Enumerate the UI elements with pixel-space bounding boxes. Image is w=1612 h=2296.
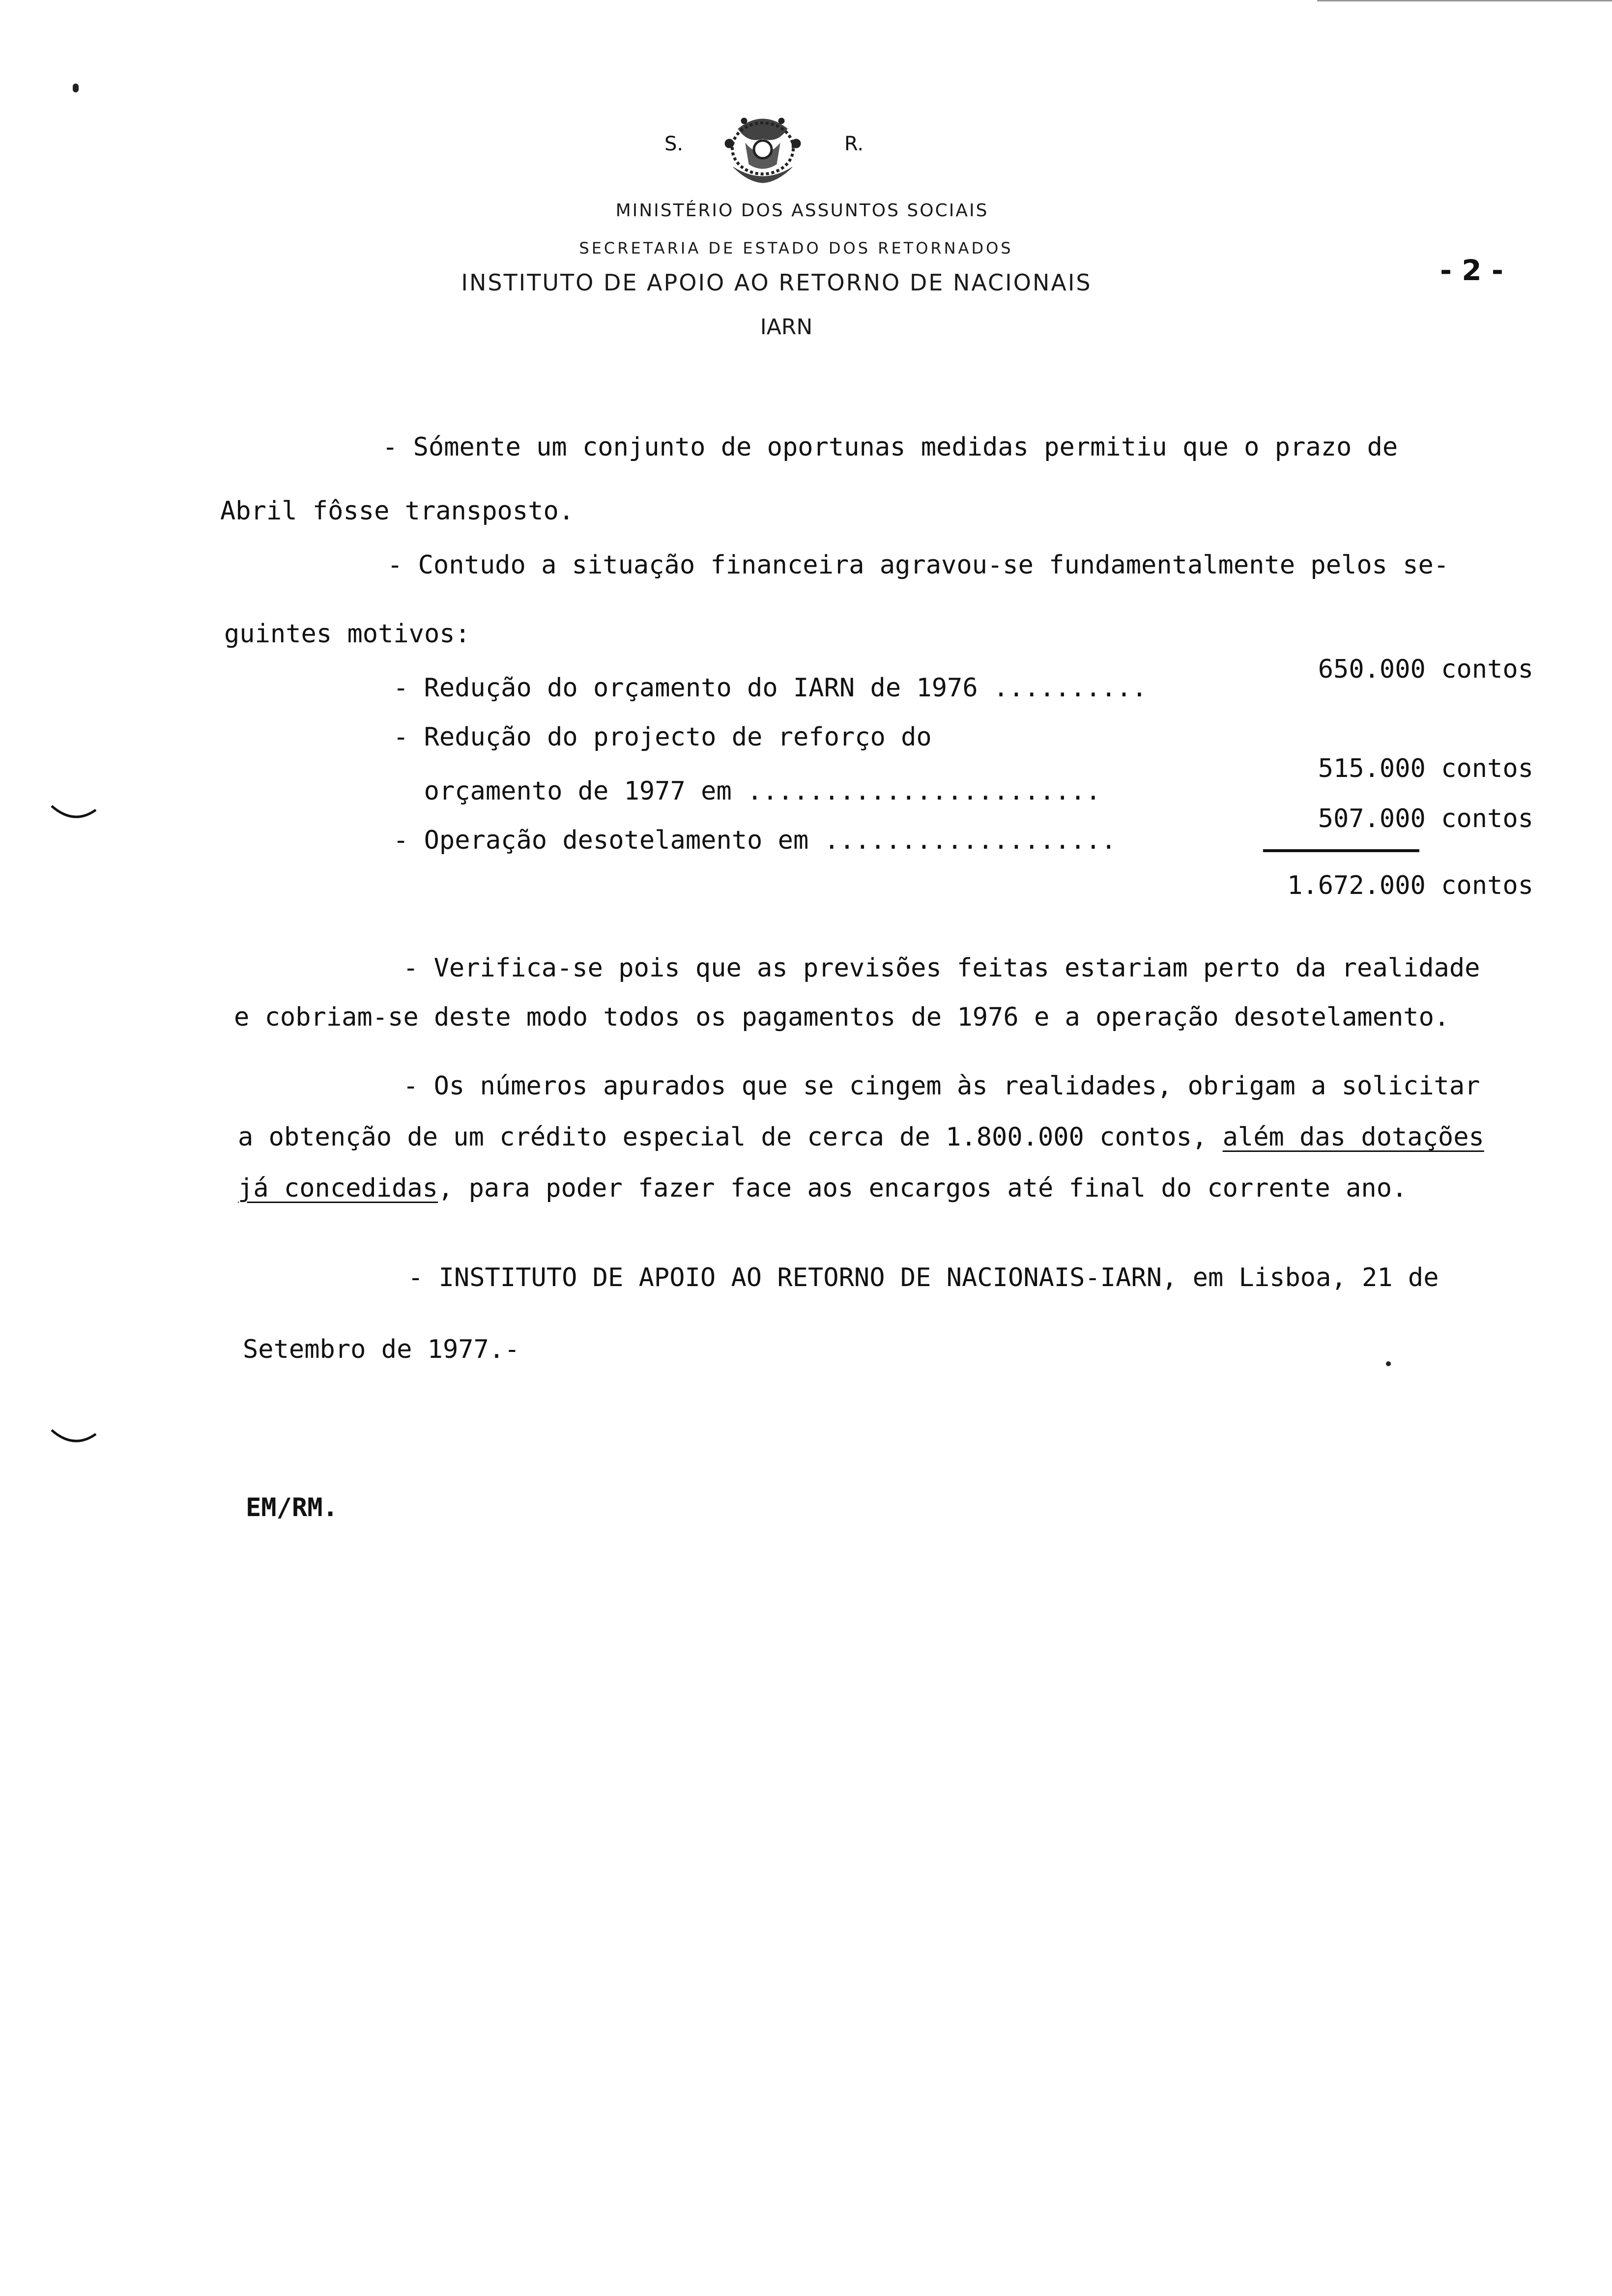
paragraph-1-line-2: Abril fôsse transposto. <box>220 496 575 526</box>
secretaria-name: SECRETARIA DE ESTADO DOS RETORNADOS <box>579 239 1013 258</box>
paragraph-4-line-2 <box>238 1122 1484 1152</box>
motive-amount: 650.000 contos <box>1318 655 1533 684</box>
paragraph-3-line-1: - Verifica-se pois que as previsões feitas estariam perto da realidade <box>403 953 1480 983</box>
ministry-name: MINISTÉRIO DOS ASSUNTOS SOCIAIS <box>615 201 989 221</box>
paragraph-4-line-3-text: , para poder fazer face aos encargos até final do corrente ano. <box>438 1174 1408 1203</box>
letterhead-right-initial: R. <box>844 133 864 155</box>
closing-line-2: Setembro de 1977.- <box>243 1335 520 1364</box>
motive-row: - Redução do orçamento do IARN de 1976 .......... <box>393 673 1148 703</box>
motive-row: - Redução do projecto de reforço do <box>393 722 932 752</box>
paragraph-4-line-2-text: a obtenção de um crédito especial de cerca de 1.800.000 contos, <box>238 1122 1223 1152</box>
paragraph-2-line-2: guintes motivos: <box>224 619 470 649</box>
punch-hole-mark <box>49 801 98 826</box>
motive-amount: 515.000 contos <box>1318 754 1533 783</box>
instituto-acronym: IARN <box>760 315 813 340</box>
typist-initials: EM/RM. <box>246 1493 338 1522</box>
paragraph-3-line-2: e cobriam-se deste modo todos os pagamentos de 1976 e a operação desotelamento. <box>234 1003 1450 1032</box>
total-amount: 1.672.000 contos <box>1287 871 1533 900</box>
total-rule <box>1263 849 1419 852</box>
paragraph-4-line-1: - Os números apurados que se cingem às realidades, obrigam a solicitar <box>403 1071 1480 1101</box>
coat-of-arms-emblem <box>719 109 807 188</box>
closing-line-1: - INSTITUTO DE APOIO AO RETORNO DE NACIONAIS-IARN, em Lisboa, 21 de <box>408 1263 1439 1292</box>
instituto-name: INSTITUTO DE APOIO AO RETORNO DE NACIONAIS <box>461 269 1092 296</box>
underlined-phrase: já concedidas <box>238 1174 438 1203</box>
paragraph-4-line-3 <box>238 1174 1407 1203</box>
letterhead-left-initial: S. <box>664 133 684 155</box>
motive-row: orçamento de 1977 em ....................... <box>393 776 1101 806</box>
punch-hole-mark <box>49 1425 98 1450</box>
scan-edge-line <box>1317 0 1612 1</box>
paragraph-1-line-1: - Sómente um conjunto de oportunas medidas permitiu que o prazo de <box>382 432 1398 462</box>
motive-row: - Operação desotelamento em ................... <box>393 826 1117 855</box>
page-number: - 2 - <box>1440 254 1503 287</box>
scan-speck <box>1386 1361 1391 1366</box>
underlined-phrase: além das dotações <box>1222 1122 1484 1152</box>
motive-amount: 507.000 contos <box>1318 804 1533 833</box>
paragraph-2-line-1: - Contudo a situação financeira agravou-se fundamentalmente pelos se- <box>387 550 1449 580</box>
scan-speck <box>73 84 79 92</box>
